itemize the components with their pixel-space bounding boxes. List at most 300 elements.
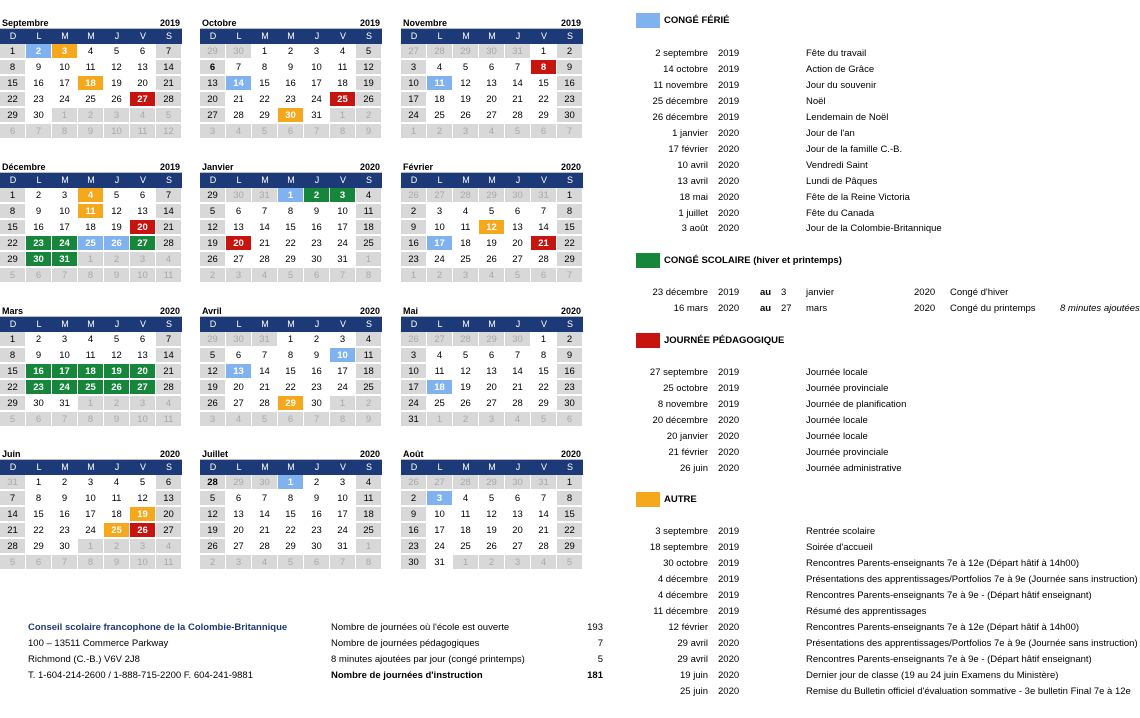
day-cell: 9 (104, 268, 130, 283)
day-cell: 17 (330, 364, 356, 379)
weekday-label: M (287, 31, 295, 41)
day-cell: 3 (130, 396, 156, 411)
day-cell: 27 (427, 475, 453, 490)
event-description: Journée administrative (806, 462, 902, 474)
weekday-label: J (515, 175, 521, 185)
day-cell: 19 (356, 76, 382, 91)
day-cell: 9 (557, 60, 583, 75)
week-row (0, 252, 182, 268)
day-cell: 2 (104, 396, 130, 411)
day-cell: 4 (453, 204, 479, 219)
weekday-label: M (261, 175, 269, 185)
day-cell: 29 (531, 396, 557, 411)
day-cell: 14 (156, 60, 182, 75)
day-cell: 16 (278, 76, 304, 91)
week-row (401, 396, 583, 412)
legend-swatch (636, 333, 660, 348)
day-cell: 9 (304, 204, 330, 219)
week-row (200, 76, 382, 92)
day-cell: 20 (156, 507, 182, 522)
week-row (0, 268, 182, 284)
event-date: 14 octobre (663, 63, 708, 75)
week-row (401, 364, 583, 380)
day-cell: 16 (401, 236, 427, 251)
day-cell: 28 (0, 539, 26, 554)
month-calendar (0, 14, 182, 140)
day-cell: 7 (156, 188, 182, 203)
day-cell: 25 (78, 92, 104, 107)
week-row (0, 412, 182, 428)
day-cell: 25 (427, 396, 453, 411)
day-cell: 23 (304, 380, 330, 395)
day-cell: 5 (505, 268, 531, 283)
day-cell: 7 (156, 44, 182, 59)
day-cell: 6 (200, 60, 226, 75)
month-calendar (200, 302, 382, 428)
day-cell: 16 (304, 364, 330, 379)
week-row (200, 332, 382, 348)
day-cell: 11 (156, 555, 182, 570)
week-row (0, 60, 182, 76)
weekday-label: D (9, 175, 17, 185)
day-cell: 22 (278, 236, 304, 251)
day-cell: 18 (453, 236, 479, 251)
day-cell: 2 (78, 108, 104, 123)
day-cell: 1 (78, 539, 104, 554)
day-cell: 13 (479, 76, 505, 91)
day-cell: 4 (156, 539, 182, 554)
day-cell: 7 (26, 124, 52, 139)
day-cell: 31 (427, 555, 453, 570)
day-cell: 31 (252, 332, 278, 347)
legend-title: CONGÉ SCOLAIRE (hiver et printemps) (664, 255, 842, 266)
month-calendar (200, 158, 382, 284)
event-date: 19 juin (680, 669, 708, 681)
day-cell: 5 (104, 332, 130, 347)
day-cell: 1 (356, 539, 382, 554)
day-cell: 3 (427, 491, 453, 506)
day-cell: 29 (557, 539, 583, 554)
event-description: Rencontres Parents-enseignants 7e à 9e - (Départ hâtif enseignant) (806, 589, 1092, 601)
weekday-label: M (87, 175, 95, 185)
weekday-label: D (9, 319, 17, 329)
week-row (0, 44, 182, 60)
event-description: Rencontres Parents-enseignants 7e à 9e - (Départ hâtif enseignant) (806, 653, 1092, 665)
day-cell: 2 (356, 108, 382, 123)
month-year: 2020 (159, 306, 180, 316)
day-cell: 5 (479, 491, 505, 506)
month-header (200, 302, 382, 317)
day-cell: 12 (356, 60, 382, 75)
day-cell: 9 (557, 348, 583, 363)
day-cell: 27 (401, 44, 427, 59)
day-cell: 27 (479, 396, 505, 411)
day-cell: 7 (52, 268, 78, 283)
day-cell: 26 (104, 236, 130, 251)
day-cell: 29 (0, 396, 26, 411)
day-cell: 14 (505, 76, 531, 91)
week-row (200, 507, 382, 523)
day-cell: 7 (52, 555, 78, 570)
day-cell: 4 (479, 268, 505, 283)
day-cell: 5 (252, 412, 278, 427)
day-cell: 15 (557, 507, 583, 522)
organization-name: Conseil scolaire francophone de la Colombie-Britannique (28, 622, 288, 633)
day-cell: 1 (330, 108, 356, 123)
event-year: 2020 (718, 430, 740, 442)
week-row (0, 523, 182, 539)
week-row (0, 348, 182, 364)
day-cell: 19 (453, 380, 479, 395)
week-row (401, 220, 583, 236)
day-cell: 5 (0, 555, 26, 570)
day-cell: 19 (130, 507, 156, 522)
weekday-header (401, 173, 583, 188)
day-cell: 25 (78, 380, 104, 395)
day-cell: 8 (531, 60, 557, 75)
day-cell: 5 (130, 475, 156, 490)
day-cell: 28 (453, 188, 479, 203)
month-calendar (401, 302, 583, 428)
day-cell: 27 (200, 108, 226, 123)
week-row (0, 539, 182, 555)
day-cell: 2 (479, 555, 505, 570)
month-year: 2020 (560, 162, 581, 172)
day-cell: 9 (26, 204, 52, 219)
stat-label: Nombre de journées où l'école est ouverte (331, 622, 510, 633)
weekday-label: L (437, 175, 443, 185)
day-cell: 24 (427, 539, 453, 554)
week-row (401, 507, 583, 523)
event-year: 2019 (718, 48, 740, 59)
break-to-label: au (760, 287, 772, 298)
weekday-label: M (61, 31, 69, 41)
weekday-label: D (410, 319, 418, 329)
day-cell: 7 (304, 412, 330, 427)
day-cell: 20 (505, 236, 531, 251)
day-cell: 18 (330, 76, 356, 91)
day-cell: 24 (78, 523, 104, 538)
day-cell: 18 (78, 76, 104, 91)
day-cell: 18 (104, 507, 130, 522)
day-cell: 28 (531, 252, 557, 267)
day-cell: 3 (200, 124, 226, 139)
event-date: 26 décembre (652, 111, 708, 123)
weekday-label: J (515, 31, 521, 41)
week-row (200, 364, 382, 380)
week-row (0, 220, 182, 236)
event-description: Présentations des apprentissages/Portfolios 7e à 9e (Journée sans instruction) (806, 637, 1138, 649)
day-cell: 11 (427, 76, 453, 91)
day-cell: 2 (26, 44, 52, 59)
day-cell: 19 (479, 523, 505, 538)
stat-value: 5 (597, 654, 603, 665)
event-date: 1 juillet (678, 207, 708, 219)
month-year: 2020 (560, 449, 581, 459)
week-row (401, 380, 583, 396)
break-start-date: 23 décembre (652, 287, 708, 298)
day-cell: 27 (226, 252, 252, 267)
weekday-label: V (540, 462, 547, 472)
day-cell: 25 (453, 539, 479, 554)
event-year: 2019 (718, 526, 740, 537)
day-cell: 1 (78, 252, 104, 267)
day-cell: 24 (52, 236, 78, 251)
day-cell: 20 (130, 220, 156, 235)
day-cell: 1 (0, 332, 26, 347)
day-cell: 22 (0, 380, 26, 395)
event-year: 2020 (718, 462, 740, 474)
week-row (401, 92, 583, 108)
month-year: 2019 (159, 18, 180, 28)
day-cell: 22 (0, 92, 26, 107)
day-cell: 8 (0, 204, 26, 219)
event-description: Noël (806, 95, 826, 107)
weekday-label: D (9, 31, 17, 41)
weekday-label: J (515, 319, 521, 329)
event-date: 18 septembre (649, 541, 708, 553)
event-year: 2020 (718, 446, 740, 458)
day-cell: 9 (401, 220, 427, 235)
day-cell: 3 (330, 332, 356, 347)
day-cell: 21 (226, 92, 252, 107)
day-cell: 5 (278, 555, 304, 570)
weekday-label: M (261, 462, 269, 472)
event-description: Jour de la Colombie-Britannique (806, 223, 942, 235)
day-cell: 20 (130, 364, 156, 379)
day-cell: 29 (278, 396, 304, 411)
weekday-label: J (114, 175, 120, 185)
day-cell: 5 (104, 44, 130, 59)
day-cell: 18 (356, 364, 382, 379)
day-cell: 20 (226, 523, 252, 538)
weekday-label: J (515, 462, 521, 472)
day-cell: 28 (252, 252, 278, 267)
day-cell: 30 (505, 188, 531, 203)
day-cell: 27 (226, 396, 252, 411)
event-year: 2020 (718, 414, 740, 426)
day-cell: 8 (531, 348, 557, 363)
weekday-label: M (488, 319, 496, 329)
weekday-label: M (462, 319, 470, 329)
day-cell: 28 (156, 380, 182, 395)
day-cell: 7 (330, 555, 356, 570)
day-cell: 8 (26, 491, 52, 506)
event-date: 25 décembre (652, 95, 708, 107)
day-cell: 17 (401, 92, 427, 107)
day-cell: 27 (479, 108, 505, 123)
day-cell: 31 (330, 539, 356, 554)
week-row (0, 332, 182, 348)
day-cell: 16 (26, 220, 52, 235)
day-cell: 31 (0, 475, 26, 490)
day-cell: 6 (479, 348, 505, 363)
day-cell: 21 (505, 92, 531, 107)
event-year: 2020 (718, 685, 740, 697)
week-row (401, 491, 583, 507)
day-cell: 3 (130, 252, 156, 267)
day-cell: 31 (531, 475, 557, 490)
day-cell: 26 (401, 188, 427, 203)
day-cell: 16 (304, 507, 330, 522)
stat-value: 193 (587, 622, 603, 633)
day-cell: 9 (26, 348, 52, 363)
day-cell: 26 (453, 108, 479, 123)
event-description: Journée locale (806, 367, 868, 378)
organization-city: Richmond (C.-B.) V6V 2J8 (28, 654, 140, 665)
day-cell: 21 (156, 76, 182, 91)
month-header (0, 14, 182, 29)
day-cell: 11 (453, 220, 479, 235)
day-cell: 1 (427, 412, 453, 427)
week-row (0, 396, 182, 412)
event-description: Résumé des apprentissages (806, 605, 927, 617)
weekday-label: M (287, 319, 295, 329)
weekday-label: D (209, 319, 217, 329)
day-cell: 27 (156, 523, 182, 538)
weekday-label: M (61, 175, 69, 185)
week-row (200, 491, 382, 507)
event-year: 2019 (718, 63, 740, 75)
day-cell: 4 (356, 188, 382, 203)
month-year: 2019 (359, 18, 380, 28)
event-description: Fête de la Reine Victoria (806, 191, 910, 203)
day-cell: 20 (200, 92, 226, 107)
week-row (0, 507, 182, 523)
day-cell: 6 (26, 268, 52, 283)
event-description: Jour de la famille C.-B. (806, 143, 903, 155)
day-cell: 15 (278, 507, 304, 522)
weekday-label: S (165, 319, 172, 329)
event-year: 2019 (718, 382, 740, 394)
day-cell: 30 (226, 332, 252, 347)
day-cell: 8 (252, 60, 278, 75)
day-cell: 11 (356, 204, 382, 219)
event-description: Journée provinciale (806, 446, 889, 458)
day-cell: 7 (252, 204, 278, 219)
day-cell: 28 (252, 396, 278, 411)
weekday-label: M (261, 31, 269, 41)
day-cell: 14 (252, 364, 278, 379)
day-cell: 17 (401, 380, 427, 395)
weekday-label: D (209, 31, 217, 41)
event-description: Vendredi Saint (806, 159, 868, 171)
event-description: Jour du souvenir (806, 79, 877, 91)
month-header (200, 445, 382, 460)
day-cell: 5 (356, 44, 382, 59)
day-cell: 15 (557, 220, 583, 235)
day-cell: 29 (200, 188, 226, 203)
day-cell: 20 (226, 236, 252, 251)
break-start-date: 16 mars (673, 303, 708, 314)
day-cell: 14 (531, 507, 557, 522)
day-cell: 14 (0, 507, 26, 522)
day-cell: 7 (330, 268, 356, 283)
day-cell: 13 (226, 364, 252, 379)
event-date: 25 juin (680, 685, 708, 697)
day-cell: 24 (52, 92, 78, 107)
day-cell: 8 (52, 124, 78, 139)
month-header (401, 302, 583, 317)
weekday-label: L (36, 31, 42, 41)
day-cell: 15 (531, 364, 557, 379)
day-cell: 31 (52, 252, 78, 267)
day-cell: 5 (200, 491, 226, 506)
weekday-label: M (61, 462, 69, 472)
month-year: 2019 (560, 18, 581, 28)
legend-swatch (636, 492, 660, 507)
day-cell: 22 (0, 236, 26, 251)
day-cell: 22 (531, 92, 557, 107)
day-cell: 11 (427, 364, 453, 379)
day-cell: 11 (156, 268, 182, 283)
day-cell: 6 (0, 124, 26, 139)
week-row (401, 332, 583, 348)
weekday-header (200, 173, 382, 188)
day-cell: 10 (427, 220, 453, 235)
day-cell: 7 (531, 491, 557, 506)
month-name: Octobre (202, 18, 237, 28)
stat-row (331, 636, 603, 652)
day-cell: 10 (130, 412, 156, 427)
weekday-label: J (314, 462, 320, 472)
day-cell: 3 (226, 555, 252, 570)
day-cell: 29 (252, 108, 278, 123)
weekday-label: V (139, 462, 146, 472)
day-cell: 1 (531, 44, 557, 59)
event-year: 2019 (718, 557, 740, 569)
weekday-label: J (314, 31, 320, 41)
day-cell: 29 (0, 108, 26, 123)
weekday-label: M (462, 175, 470, 185)
day-cell: 22 (26, 523, 52, 538)
weekday-label: V (339, 319, 346, 329)
day-cell: 2 (304, 188, 330, 203)
month-name: Avril (202, 306, 222, 316)
day-cell: 12 (104, 348, 130, 363)
weekday-label: J (114, 31, 120, 41)
weekday-label: S (566, 175, 573, 185)
day-cell: 30 (304, 252, 330, 267)
weekday-header (200, 317, 382, 332)
stat-label: 8 minutes ajoutées par jour (congé printemps) (331, 654, 525, 665)
day-cell: 10 (401, 364, 427, 379)
day-cell: 30 (278, 108, 304, 123)
weekday-label: M (87, 462, 95, 472)
day-cell: 15 (26, 507, 52, 522)
day-cell: 5 (453, 60, 479, 75)
day-cell: 28 (252, 539, 278, 554)
break-end-year: 2020 (914, 287, 936, 298)
week-row (401, 475, 583, 491)
day-cell: 24 (330, 380, 356, 395)
day-cell: 15 (0, 220, 26, 235)
event-description: Journée locale (806, 414, 868, 426)
day-cell: 8 (557, 491, 583, 506)
month-year: 2020 (359, 162, 380, 172)
day-cell: 11 (330, 60, 356, 75)
day-cell: 11 (156, 412, 182, 427)
day-cell: 21 (252, 380, 278, 395)
weekday-label: L (437, 319, 443, 329)
month-calendar (401, 14, 583, 140)
weekday-label: M (87, 31, 95, 41)
day-cell: 20 (226, 380, 252, 395)
event-year: 2019 (718, 111, 740, 123)
day-cell: 18 (453, 523, 479, 538)
break-end-month: mars (806, 303, 828, 314)
day-cell: 2 (427, 268, 453, 283)
